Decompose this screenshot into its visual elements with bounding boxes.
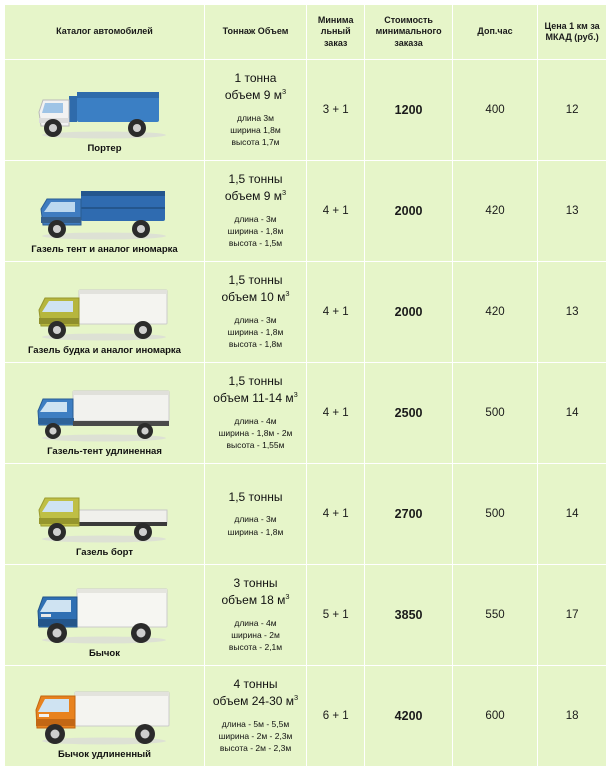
truck-gazelle-flatbed-icon bbox=[29, 482, 179, 544]
vehicle-name: Газель будка и аналог иномарка bbox=[28, 345, 181, 356]
spec-cell bbox=[204, 363, 306, 464]
dimension-line: ширина - 1,8м bbox=[227, 526, 284, 537]
min-order-cell: 4 + 1 bbox=[307, 363, 365, 464]
tonnage-value: 1,5 тонны bbox=[228, 374, 283, 389]
min-order-cell: 4 + 1 bbox=[307, 262, 365, 363]
vehicle-cell bbox=[5, 565, 205, 666]
dimension-line: длина - 4м bbox=[234, 415, 277, 426]
dimension-line: длина - 5м - 5,5м bbox=[221, 718, 290, 729]
min-order-cell: 4 + 1 bbox=[307, 161, 365, 262]
min-cost-cell: 2700 bbox=[365, 464, 452, 565]
dimension-line: высота - 2м - 2,3м bbox=[219, 743, 292, 754]
min-order-cell: 4 + 1 bbox=[307, 464, 365, 565]
extra-hour-cell: 600 bbox=[452, 666, 537, 767]
per-km-cell: 13 bbox=[538, 161, 607, 262]
per-km-cell: 14 bbox=[538, 363, 607, 464]
dimensions-list bbox=[209, 314, 302, 351]
volume-exponent: 3 bbox=[285, 592, 290, 602]
extra-hour-cell: 400 bbox=[452, 60, 537, 161]
table-row bbox=[5, 161, 607, 262]
dimension-line: ширина - 2м - 2,3м bbox=[218, 730, 293, 741]
tonnage-value: 1 тонна bbox=[234, 71, 277, 86]
table-header bbox=[5, 5, 607, 60]
per-km-cell: 18 bbox=[538, 666, 607, 767]
tonnage-value: 3 тонны bbox=[233, 576, 278, 591]
vehicle-cell bbox=[5, 262, 205, 363]
vehicle-name: Газель тент и аналог иномарка bbox=[31, 244, 178, 255]
dimensions-list bbox=[209, 213, 302, 250]
column-header-min-cost: Стоимость минимального заказа bbox=[365, 5, 452, 60]
dimensions-list bbox=[209, 718, 302, 755]
min-order-cell: 5 + 1 bbox=[307, 565, 365, 666]
volume-value: объем 10 м bbox=[221, 290, 286, 305]
dimensions-list bbox=[209, 513, 302, 538]
vehicle-name: Портер bbox=[87, 143, 122, 154]
header-row bbox=[5, 5, 607, 60]
truck-bychok-blue-box-icon bbox=[29, 583, 179, 645]
dimensions-list bbox=[209, 112, 302, 149]
table-row bbox=[5, 363, 607, 464]
tonnage-value: 1,5 тонны bbox=[228, 172, 283, 187]
column-header-min-order: Минима льный заказ bbox=[307, 5, 365, 60]
spec-cell bbox=[204, 666, 306, 767]
tonnage-value: 1,5 тонны bbox=[228, 273, 283, 288]
vehicle-cell bbox=[5, 161, 205, 262]
volume-exponent: 3 bbox=[282, 188, 287, 198]
vehicle-name: Газель-тент удлиненная bbox=[47, 446, 162, 457]
vehicle-name: Бычок удлиненный bbox=[57, 749, 152, 760]
dimension-line: ширина - 1,8м bbox=[227, 225, 284, 236]
table-row bbox=[5, 60, 607, 161]
dimension-line: ширина - 1,8м bbox=[227, 326, 284, 337]
table-row bbox=[5, 666, 607, 767]
column-header-per-km: Цена 1 км за МКАД (руб.) bbox=[538, 5, 607, 60]
truck-porter-blue-tilt-icon bbox=[29, 78, 179, 140]
extra-hour-cell: 420 bbox=[452, 161, 537, 262]
dimension-line: высота - 1,5м bbox=[228, 238, 283, 249]
min-cost-cell: 2500 bbox=[365, 363, 452, 464]
dimensions-list bbox=[209, 415, 302, 452]
truck-gazelle-long-blue-icon bbox=[29, 381, 179, 443]
volume-exponent: 3 bbox=[293, 390, 298, 400]
volume-exponent: 3 bbox=[282, 87, 287, 97]
min-cost-cell: 3850 bbox=[365, 565, 452, 666]
spec-cell bbox=[204, 262, 306, 363]
vehicle-name: Бычок bbox=[88, 648, 120, 659]
volume-exponent: 3 bbox=[294, 693, 299, 703]
tonnage-value: 4 тонны bbox=[233, 677, 278, 692]
dimension-line: ширина - 1,8м - 2м bbox=[218, 427, 293, 438]
dimension-line: ширина 1,8м bbox=[230, 124, 281, 135]
per-km-cell: 13 bbox=[538, 262, 607, 363]
volume-exponent: 3 bbox=[285, 289, 290, 299]
dimension-line: ширина - 2м bbox=[231, 629, 280, 640]
table-row bbox=[5, 262, 607, 363]
extra-hour-cell: 420 bbox=[452, 262, 537, 363]
min-cost-cell: 2000 bbox=[365, 161, 452, 262]
volume-value: объем 18 м bbox=[221, 593, 286, 608]
volume-value: объем 11-14 м bbox=[213, 391, 294, 406]
dimension-line: высота - 1,8м bbox=[228, 339, 283, 350]
truck-bychok-orange-long-icon bbox=[29, 684, 179, 746]
column-header-catalog: Каталог автомобилей bbox=[5, 5, 205, 60]
vehicle-name: Газель борт bbox=[75, 547, 134, 558]
dimension-line: длина - 4м bbox=[234, 617, 277, 628]
extra-hour-cell: 500 bbox=[452, 363, 537, 464]
min-cost-cell: 4200 bbox=[365, 666, 452, 767]
volume-value: объем 24-30 м bbox=[212, 694, 295, 709]
price-table bbox=[4, 4, 607, 767]
per-km-cell: 17 bbox=[538, 565, 607, 666]
dimension-line: высота 1,7м bbox=[231, 137, 280, 148]
spec-cell bbox=[204, 60, 306, 161]
dimension-line: длина - 3м bbox=[234, 514, 277, 525]
table-body bbox=[5, 60, 607, 767]
truck-gazelle-blue-tilt-icon bbox=[29, 179, 179, 241]
dimension-line: высота - 2,1м bbox=[228, 642, 283, 653]
min-cost-cell: 1200 bbox=[365, 60, 452, 161]
dimension-line: длина - 3м bbox=[234, 213, 277, 224]
vehicle-cell bbox=[5, 464, 205, 565]
table-row bbox=[5, 464, 607, 565]
min-order-cell: 6 + 1 bbox=[307, 666, 365, 767]
spec-cell bbox=[204, 464, 306, 565]
column-header-extra-hour: Доп.час bbox=[452, 5, 537, 60]
vehicle-cell bbox=[5, 60, 205, 161]
tonnage-value: 1,5 тонны bbox=[228, 489, 283, 504]
min-order-cell: 3 + 1 bbox=[307, 60, 365, 161]
per-km-cell: 14 bbox=[538, 464, 607, 565]
spec-cell bbox=[204, 565, 306, 666]
truck-gazelle-green-box-icon bbox=[29, 280, 179, 342]
dimension-line: высота - 1,55м bbox=[226, 440, 285, 451]
extra-hour-cell: 500 bbox=[452, 464, 537, 565]
vehicle-cell bbox=[5, 363, 205, 464]
table-row bbox=[5, 565, 607, 666]
min-cost-cell: 2000 bbox=[365, 262, 452, 363]
spec-cell bbox=[204, 161, 306, 262]
column-header-tonnage: Тоннаж Объем bbox=[204, 5, 306, 60]
per-km-cell: 12 bbox=[538, 60, 607, 161]
dimensions-list bbox=[209, 617, 302, 654]
vehicle-cell bbox=[5, 666, 205, 767]
extra-hour-cell: 550 bbox=[452, 565, 537, 666]
volume-value: объем 9 м bbox=[224, 88, 283, 103]
volume-value: объем 9 м bbox=[224, 189, 283, 204]
dimension-line: длина 3м bbox=[236, 112, 275, 123]
dimension-line: длина - 3м bbox=[234, 314, 277, 325]
